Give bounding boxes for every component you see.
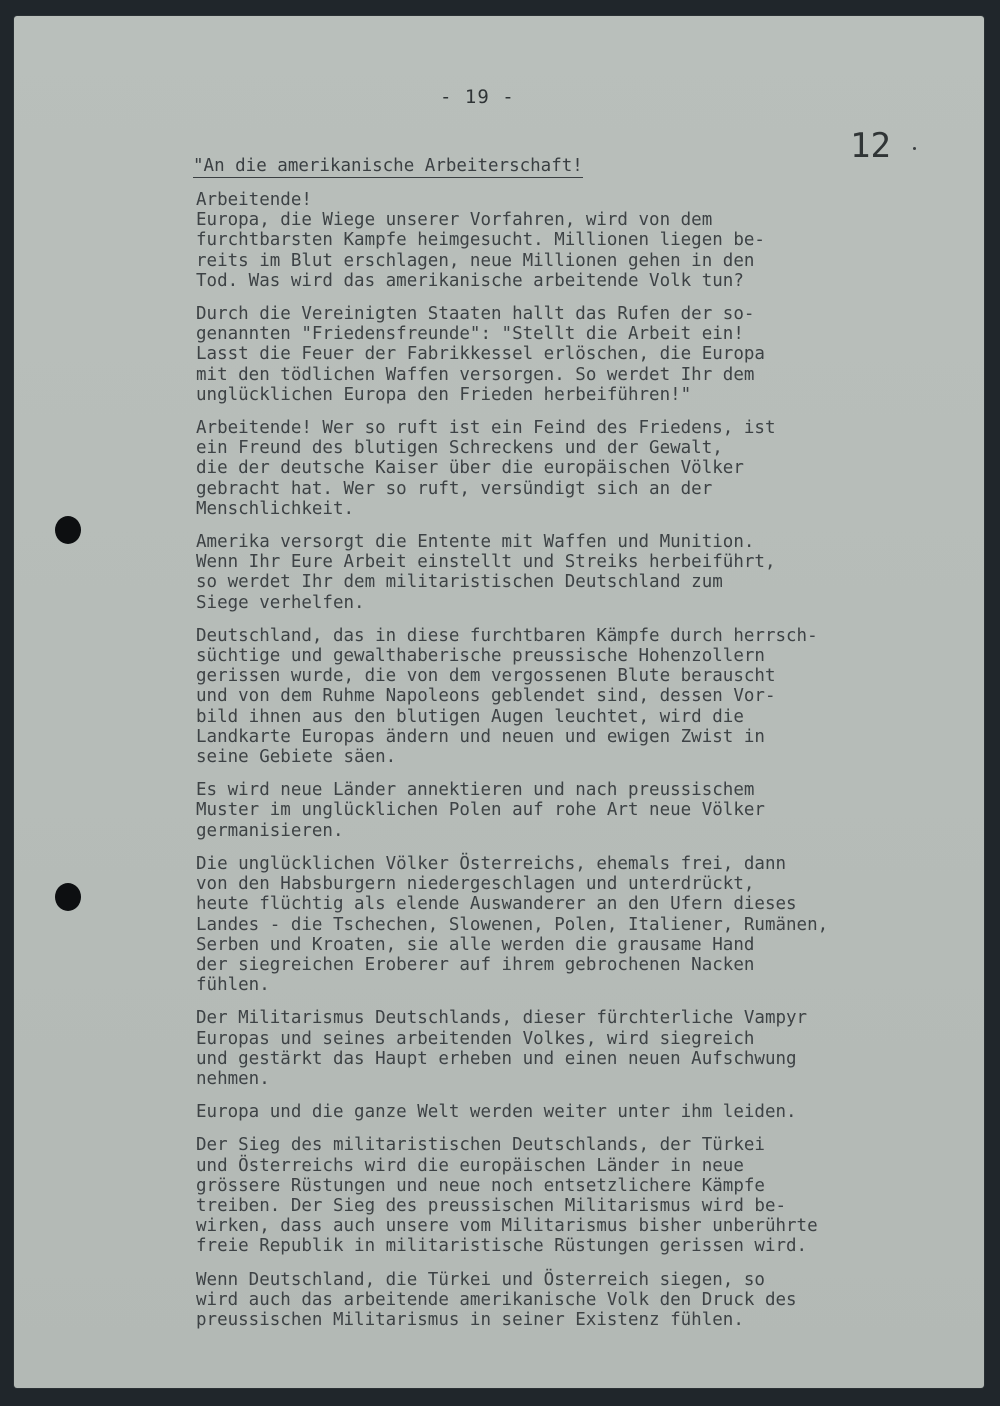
paragraph-8: Der Militarismus Deutschlands, dieser fürchterliche Vampyr Europas und seines arbeitenden Volkes, wird siegreich und gestärkt das Haupt erheben und einen neuen Aufschwung nehmen. — [196, 1008, 808, 1089]
paragraph-5: Deutschland, das in diese furchtbaren Kämpfe durch herrsch- süchtige und gewalthaberische preussische Hohenzollern gerissen wurde, die von dem vergossenen Blute berauscht und von dem Ruhme Napoleons geblendet sind, dessen Vor- bild ihnen aus den blutigen Augen leuchtet, wird die Landkarte Europas ändern und neuen und ewigen Zwist in seine Gebiete säen. — [196, 625, 818, 768]
paragraph-10: Der Sieg des militaristischen Deutschlands, der Türkei und Österreichs wird die europäischen Länder in neue grössere Rüstungen und neue noch entsetzlichere Kämpfe treiben. Der Sieg des preussischen Militarismus wird be- wirken, dass auch unsere vom Militarismus bisher unberührte freie Republik in militaristische Rüstungen gerissen wird. — [196, 1135, 818, 1257]
paragraph-1: Europa, die Wiege unserer Vorfahren, wird von dem furchtbarsten Kampfe heimgesucht. Millionen liegen be- reits im Blut erschlagen, neue Millionen gehen in den Tod. Was wird das amerikanische arbeitende Volk tun? — [196, 210, 765, 291]
punch-hole-bottom — [55, 883, 81, 911]
paragraph-9: Europa und die ganze Welt werden weiter unter ihm leiden. — [196, 1102, 797, 1123]
paragraph-2: Durch die Vereinigten Staaten hallt das Rufen der so- genannten "Friedensfreunde": "Stellt die Arbeit ein! Lasst die Feuer der Fabrikkessel erlöschen, die Europa mit den tödlichen Waffen versorgen. So werdet Ihr dem unglücklichen Europa den Frieden herbeiführen!" — [196, 304, 765, 405]
folio-number: 12 — [850, 126, 891, 166]
salutation: Arbeitende! — [196, 190, 312, 210]
document-body — [196, 190, 916, 1343]
paragraph-3: Arbeitende! Wer so ruft ist ein Feind des Friedens, ist ein Freund des blutigen Schreckens und der Gewalt, die der deutsche Kaiser über die europäischen Völker gebracht hat. Wer so ruft, versündigt sich an der Menschlichkeit. — [196, 418, 776, 519]
paragraph-7: Die unglücklichen Völker Österreichs, ehemals frei, dann von den Habsburgern niedergeschlagen und unterdrückt, heute flüchtig als elende Auswanderer an den Ufern dieses Landes - die Tschechen, Slowenen, Polen, Italiener, Rumänen, Serben und Kroaten, sie alle werden die grausame Hand der siegreichen Eroberer auf ihrem gebrochenen Nacken fühlen. — [196, 853, 829, 996]
paragraph-4: Amerika versorgt die Entente mit Waffen und Munition. Wenn Ihr Eure Arbeit einstellt und Streiks herbeiführt, so werdet Ihr dem militaristischen Deutschland zum Siege verhelfen. — [196, 532, 776, 613]
document-heading: "An die amerikanische Arbeiterschaft! — [193, 156, 583, 176]
paragraph-11: Wenn Deutschland, die Türkei und Österreich siegen, so wird auch das arbeitende amerikanische Volk den Druck des preussischen Militarismus in seiner Existenz fühlen. — [196, 1269, 797, 1330]
margin-dot — [913, 147, 916, 150]
paragraph-6: Es wird neue Länder annektieren und nach preussischem Muster im unglücklichen Polen auf rohe Art neue Völker germanisieren. — [196, 780, 765, 841]
page-number: - 19 - — [440, 86, 515, 108]
punch-hole-top — [55, 516, 81, 544]
